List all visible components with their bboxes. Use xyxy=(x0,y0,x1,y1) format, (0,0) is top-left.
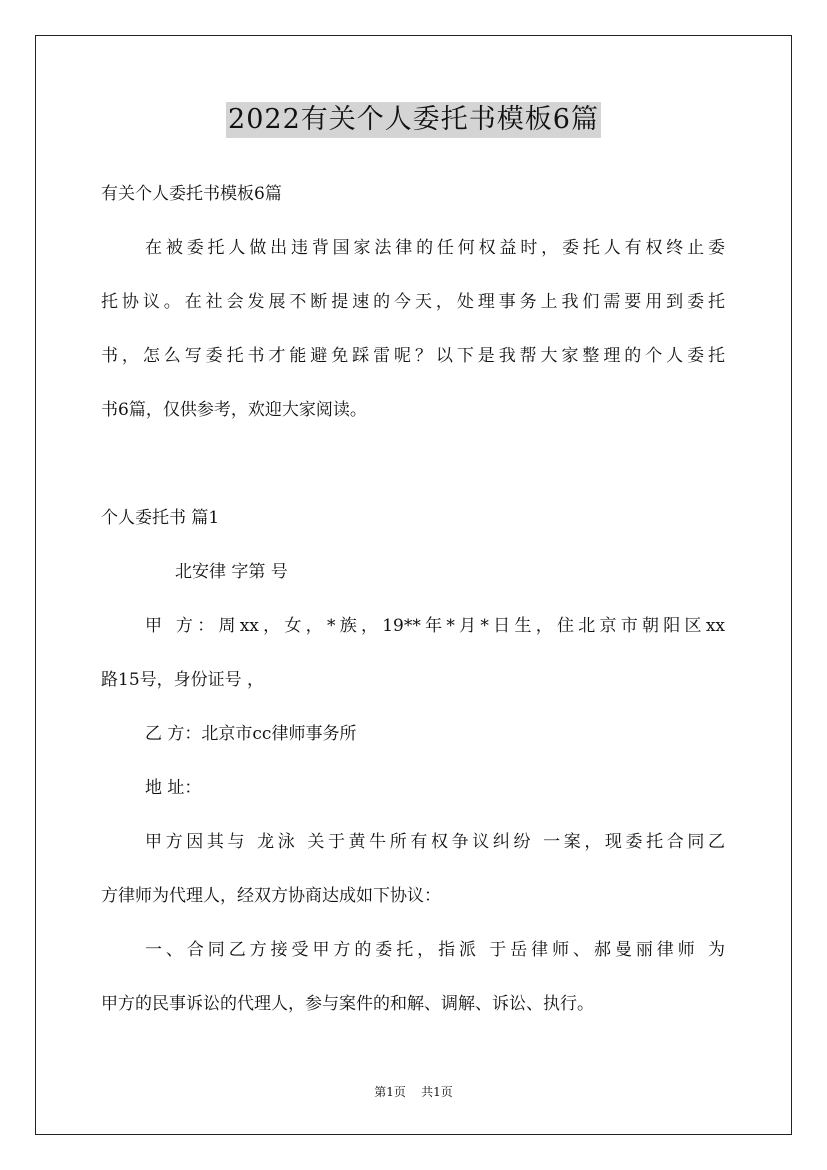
party-a-line-2: 路15号，身份证号 ， xyxy=(101,670,265,690)
document-number-line: 北安律 字第 号 xyxy=(175,562,288,582)
intro-line-3: 书，怎么写委托书才能避免踩雷呢？以下是我帮大家整理的个人委托 xyxy=(101,346,725,366)
title-container xyxy=(0,102,827,138)
document-title: 2022有关个人委托书模板6篇 xyxy=(226,102,601,138)
intro-line-2: 托协议。在社会发展不断提速的今天，处理事务上我们需要用到委托 xyxy=(101,292,725,312)
page-number-total: 共1页 xyxy=(421,1085,453,1099)
clause-intro-line-1: 甲方因其与 龙泳 关于黄牛所有权争议纠纷 一案，现委托合同乙 xyxy=(145,832,725,852)
clause-intro-line-2: 方律师为代理人，经双方协商达成如下协议： xyxy=(101,886,441,906)
clause-1-line-1: 一、合同乙方接受甲方的委托，指派 于岳律师、郝曼丽律师 为 xyxy=(145,940,725,960)
intro-line-1: 在被委托人做出违背国家法律的任何权益时，委托人有权终止委 xyxy=(145,238,725,258)
party-b-line: 乙 方：北京市cc律师事务所 xyxy=(145,724,357,744)
page-footer xyxy=(0,1084,827,1100)
page-number-current: 第1页 xyxy=(374,1085,406,1099)
address-line: 地 址： xyxy=(145,778,202,798)
section-heading: 个人委托书 篇1 xyxy=(101,508,220,528)
intro-line-4: 书6篇，仅供参考，欢迎大家阅读。 xyxy=(101,400,367,420)
subtitle-line: 有关个人委托书模板6篇 xyxy=(101,184,282,204)
party-a-line-1: 甲 方：周xx，女，*族，19**年*月*日生，住北京市朝阳区xx xyxy=(145,616,725,636)
clause-1-line-2: 甲方的民事诉讼的代理人，参与案件的和解、调解、诉讼、执行。 xyxy=(101,994,594,1014)
